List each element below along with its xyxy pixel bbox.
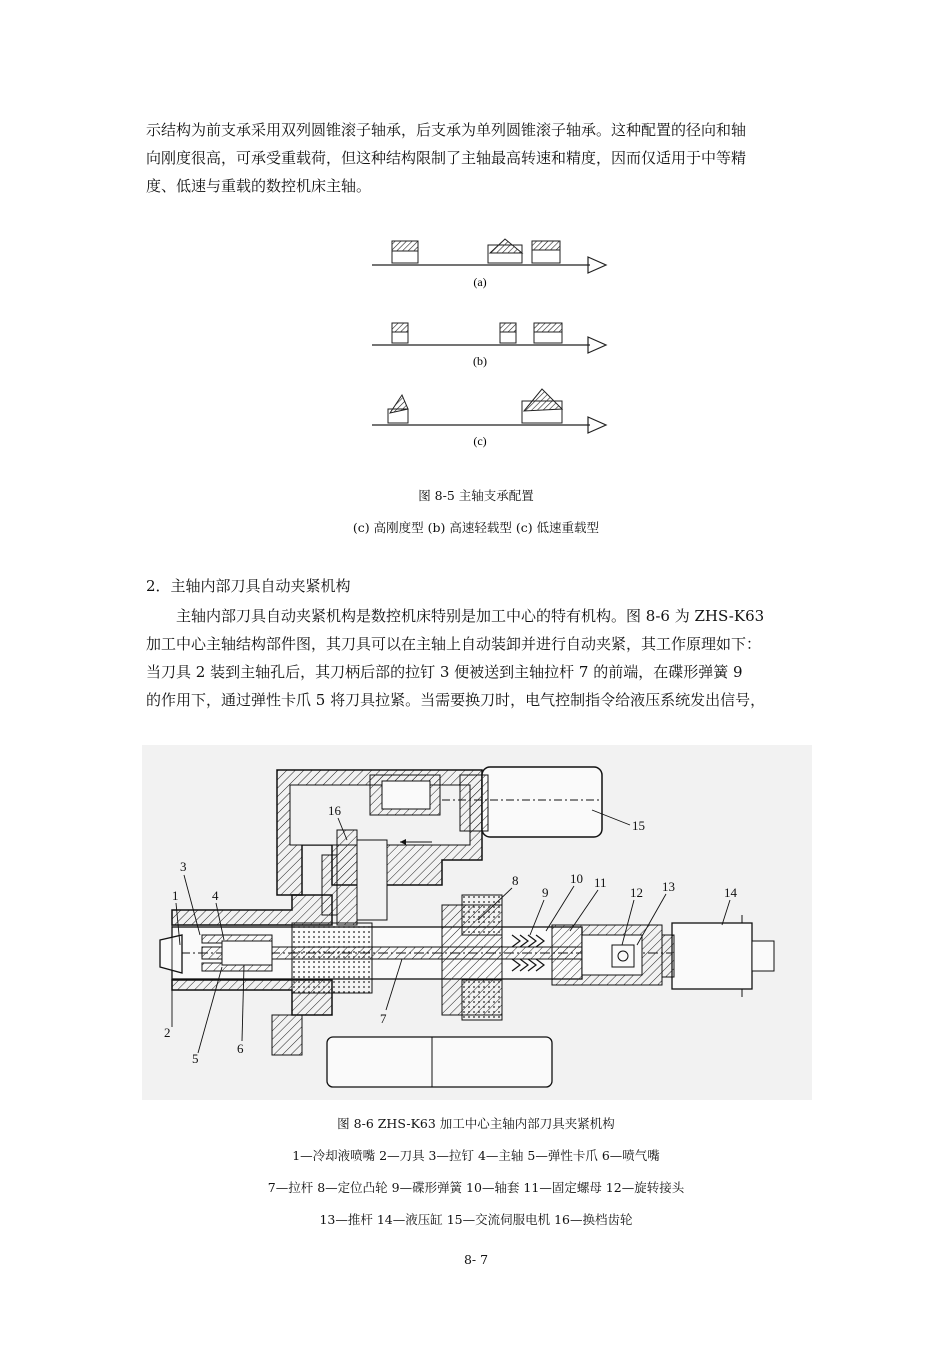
- callout-2: 2: [164, 1025, 171, 1040]
- callout-1: 1: [172, 888, 179, 903]
- page-number: 8- 7: [463, 1252, 489, 1267]
- intro-line-2: 向刚度很高，可承受重载荷，但这种结构限制了主轴最高转速和精度，因而仅适用于中等精: [146, 149, 747, 167]
- callout-8: 8: [512, 873, 519, 888]
- section-line-1: 主轴内部刀具自动夹紧机构是数控机床特别是加工中心的特有机构。图 8-6 为 ZHS-K63: [176, 607, 765, 625]
- callout-15: 15: [632, 818, 645, 833]
- section-paragraph: [146, 602, 810, 714]
- callout-11: 11: [594, 875, 607, 890]
- callout-12: 12: [630, 885, 643, 900]
- callout-3: 3: [180, 859, 187, 874]
- callout-16: 16: [328, 803, 341, 818]
- callout-6: 6: [237, 1041, 244, 1056]
- callout-13: 13: [662, 879, 675, 894]
- config-b: [372, 323, 606, 368]
- section-line-2: 加工中心主轴结构部件图，其刀具可以在主轴上自动装卸并进行自动夹紧，其工作原理如下：: [146, 635, 762, 653]
- figure-8-5-diagram: [360, 225, 620, 455]
- section-heading: 2．主轴内部刀具自动夹紧机构: [146, 577, 351, 595]
- figure-8-6-legend-line-1: 1—冷却液喷嘴 2—刀具 3—拉钉 4—主轴 5—弹性卡爪 6—喷气嘴: [292, 1148, 660, 1163]
- callout-14: 14: [724, 885, 737, 900]
- intro-line-3: 度、低速与重载的数控机床主轴。: [146, 177, 372, 195]
- intro-line-1: 示结构为前支承采用双列圆锥滚子轴承，后支承为单列圆锥滚子轴承。这种配置的径向和轴: [146, 121, 747, 139]
- figure-8-6-caption: 图 8-6 ZHS-K63 加工中心主轴内部刀具夹紧机构: [337, 1116, 615, 1131]
- callout-9: 9: [542, 885, 549, 900]
- callout-4: 4: [212, 888, 219, 903]
- callout-10: 10: [570, 871, 583, 886]
- config-a: [372, 239, 606, 289]
- figure-8-6-legend-line-3: 13—推杆 14—液压缸 15—交流伺服电机 16—换档齿轮: [319, 1212, 633, 1227]
- callout-5: 5: [192, 1051, 199, 1066]
- figure-8-5-caption: 图 8-5 主轴支承配置: [418, 488, 534, 503]
- intro-paragraph: [146, 116, 810, 200]
- config-c: [372, 389, 606, 448]
- callout-7: 7: [380, 1011, 387, 1026]
- section-line-3: 当刀具 2 装到主轴孔后，其刀柄后部的拉钉 3 便被送到主轴拉杆 7 的前端，在碟形弹簧 9: [146, 663, 743, 681]
- label-a: (a): [473, 275, 487, 289]
- figure-8-5-subcaption: (c) 高刚度型 (b) 高速轻载型 (c) 低速重载型: [352, 520, 600, 535]
- section-line-4: 的作用下，通过弹性卡爪 5 将刀具拉紧。当需要换刀时，电气控制指令给液压系统发出信号，: [146, 691, 766, 709]
- label-c: (c): [473, 434, 487, 448]
- figure-8-6-diagram: [142, 745, 812, 1100]
- label-b: (b): [473, 354, 487, 368]
- figure-8-6-legend-line-2: 7—拉杆 8—定位凸轮 9—碟形弹簧 10—轴套 11—固定螺母 12—旋转接头: [267, 1180, 685, 1195]
